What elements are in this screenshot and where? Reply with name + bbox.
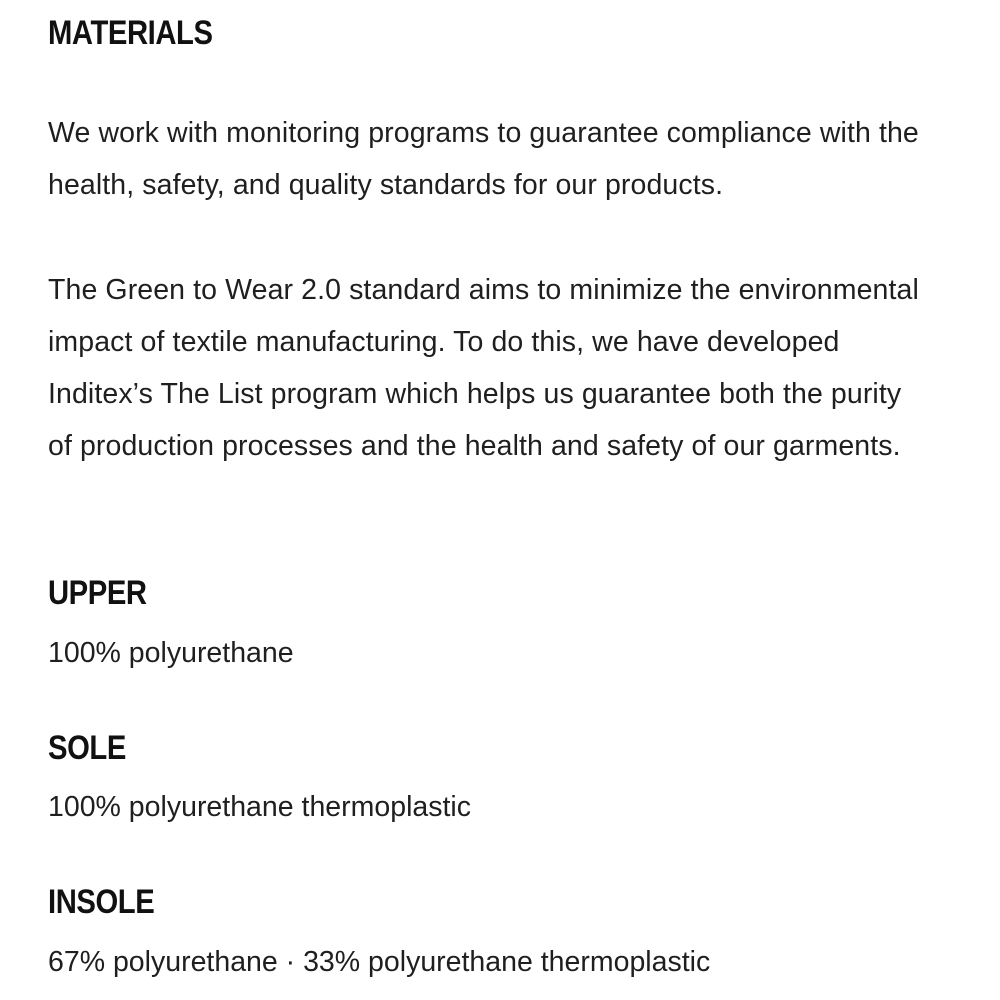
upper-heading: UPPER (48, 574, 147, 612)
materials-heading: MATERIALS (48, 14, 213, 52)
upper-composition: 100% polyurethane (48, 637, 294, 669)
insole-heading: INSOLE (48, 883, 155, 921)
green-to-wear-paragraph: The Green to Wear 2.0 standard aims to minimize the environmental impact of textile manufacturing. To do this, we have developed Inditex’s The List program which helps us guarantee both the purity of production processes and the health and safety of our garments. (48, 274, 919, 462)
sole-heading: SOLE (48, 729, 126, 767)
compliance-paragraph: We work with monitoring programs to guarantee compliance with the health, safety, and quality standards for our products. (48, 117, 919, 201)
sole-composition: 100% polyurethane thermoplastic (48, 791, 472, 823)
insole-composition: 67% polyurethane · 33% polyurethane thermoplastic (48, 946, 711, 978)
